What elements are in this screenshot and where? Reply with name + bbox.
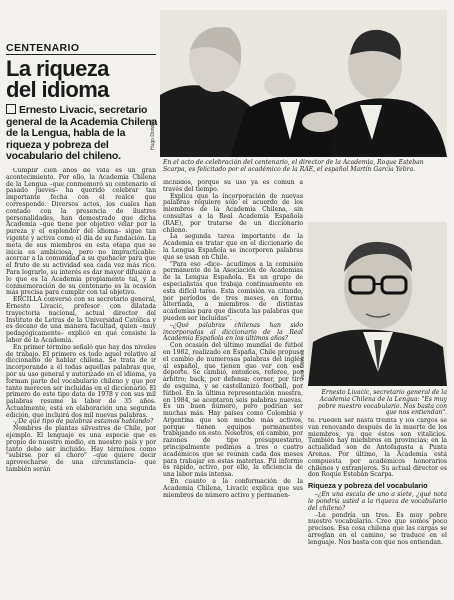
- question: –¿En una escala de uno a siete, ¿qué nota le pondría usted a la riqueza de vocabulario del chileno?: [308, 491, 447, 512]
- kicker-rule: [6, 54, 156, 55]
- column-1: [6, 168, 156, 598]
- photo-celebration-caption: En el acto de celebración del centenario, el director de la Academia, Roque Esteban Scarpa, es felicitado por el académico de la RAE, el español Martín García Yebra.: [163, 159, 424, 173]
- paragraph: La segunda tarea importante de la Academia es tratar que en el diccionario de la Lengua Española se incorporen palabras que se usan en Chile.: [163, 233, 303, 261]
- question: -¿De qué tipo de palabras estamos hablando?: [13, 418, 154, 426]
- photo-celebration: [160, 10, 447, 157]
- paragraph: Cumplir cien años de vida es un gran acontecimiento. Por ello, la Academia Chilena de la Lengua –que conmemoró su centenario el pasado jueves– ha querido celebrar tan importante fecha con el realce que corresponde. Diversos actos, los cuales han contado con la presencia de ilustres personalidades, han demostrado que dicha Academia –que tiene por objetivo velar por la pureza y el esplendor del idioma– sigue tan vigente y activa como el día de su fundación. La meta de sus miembros en esta etapa que se inicia es ambiciosa, pero no impracticable: acercar a la comunidad a su quehacer para que el fruto de su actividad sea cada vez más rico. Para lograrlo, su interés es dar mayor difusión a lo que es la Academia propiamente tal, y la conmemoración de su centenario es la ocasión más precisa para cumplir con tal objetivo.: [6, 168, 156, 297]
- headline-line-1: La riqueza: [6, 56, 109, 81]
- photo-livacic-caption: Ernesto Livacic, secretario general de la Academia Chilena de la Lengua: "Es muy pobre nuestro vocabulario. Nos basta con que nos entiendan".: [317, 389, 447, 417]
- paragraph: Con ocasión del último mundial de fútbol en 1982, realizado en España, Chile propuso el cambio de numerosas palabras del inglés al español, que tienen que ver con ese deporte. Se cambió, entonces, referee, por árbitro; back, por defensa; corner, por tiro de esquina, y se castellanizó football, por fútbol. En la última representación nuestra, en 1984, se aceptaron seis palabras nuevas. Es un buen número, pero podrían ser muchas más. Hay países como Colombia y Argentina que son mucho más activos, porque tienen equipos permanentes trabajando en esto. Nosotros, en cambio, por razones de tipo presupuestario, principalmente pedimos a tres o cuatro académicos que se reúnan cada dos meses para trabajar en estas materias. Pil informe es rápido, activo, por ello, la eficiencia de una labor más intensa.: [163, 342, 303, 479]
- column-2: [163, 180, 303, 598]
- column-3: [308, 418, 447, 598]
- paragraph: Nombres de plantas silvestres de Chile, por ejemplo. El lenguaje es una especie que es propio de nuestro medio, en nuestro país y por tanto debe ser incluido. Hay términos como "subirse por el choro" –que quiere decir aprovecharse de una circunstancia– que también serán: [6, 425, 156, 474]
- photo-celebration-credit: Hugo Donoso: [150, 119, 156, 150]
- paragraph: incluidos, porque su uso ya es común a través del tiempo.: [163, 180, 303, 193]
- paragraph: –Le pondría un tres. Es muy pobre nuestro vocabulario. Creo que somos poco precisos. Esa cosa chilena que las cargas se arreglan en el camino, se traduce en el lenguaje. Nos basta con que nos entiendan.: [308, 511, 447, 546]
- photo-livacic-image: [308, 222, 447, 386]
- section-kicker: CENTENARIO: [6, 42, 80, 54]
- paragraph: En primer término señaló que hay dos niveles de trabajo. El primero es todo aquel relativo al diccionario de hablar chilena. Se trata de ir incorporando a él todas aquellas palabras que, por su uso general y autorizado en el idioma, ya forman parte del vocabulario chileno y que por tanto merecen ser incluidas en el diccionario. El primero de este tipo data de 1978 y con sus mil palabras resume la labor de 35 años. Actualmente, está en elaboración una segunda edición, que incluirá dos mil nuevas palabras.: [6, 343, 156, 419]
- paragraph: Explica que la incorporación de nuevas palabras requiere sólo el acuerdo de los miembros de la Academia Chilena, sin consultas a la Real Academia Española (RAE), por tratarse de un diccionario chileno.: [163, 192, 303, 234]
- paragraph: te. Pueden ser hasta treinta y los cargos se van renovando después de la muerte de los miembros, ya que éstos son vitalicios. También hay miembros en provincias; en la actualidad son de Antofagasta a Punta Arenas. Por último, la Academia está compuesta por académicos honorarios chilenos y extranjeros. Su actual director es don Roque Esteban Scarpa.: [308, 418, 447, 479]
- paragraph: ERCILLA conversó con su secretario general, Ernesto Livacic, profesor con dilatada trayectoria nacional, actual director del Instituto de Letras de la Universidad Católica y es decano de una manera facultad, quien –muy pedagógicamente– explicó en qué consiste la labor de la Academia.: [6, 296, 156, 344]
- photo-celebration-image: [160, 10, 447, 157]
- question: –¿Qué palabras chilenas han sido incorporadas al diccionario de la Real Academia Española en los últimos años?: [163, 321, 303, 343]
- subheading: Riqueza y pobreza del vocabulario: [308, 481, 428, 491]
- paragraph: En cuanto a la conformación de la Academia Chilena, Livacic explica que sus miembros de número activo y permanen-: [163, 478, 303, 499]
- deck-box-icon: [6, 104, 16, 114]
- paragraph: "Para eso –dice– acudimos a la comisión permanente de la Asociación de Academias de la Lengua Española. Es un grupo de especialistas que trabaja continuamente en esta difícil tarea. Esta comisión va citando, por períodos de tres meses, en forma alternada, a miembros de distintas academias para que discuta las palabras que pueden ser incluidas".: [163, 260, 303, 322]
- headline-line-2: del idioma: [6, 77, 109, 102]
- photo-livacic-credit: José Olivares: [300, 349, 306, 380]
- deck-text: Ernesto Livacic, secretario general de la Academia Chilena de la Lengua, habla de la riqueza y pobreza del vocabulario del chileno.: [6, 104, 158, 163]
- deck: [6, 104, 158, 163]
- headline: [6, 58, 156, 100]
- photo-livacic: [308, 222, 447, 386]
